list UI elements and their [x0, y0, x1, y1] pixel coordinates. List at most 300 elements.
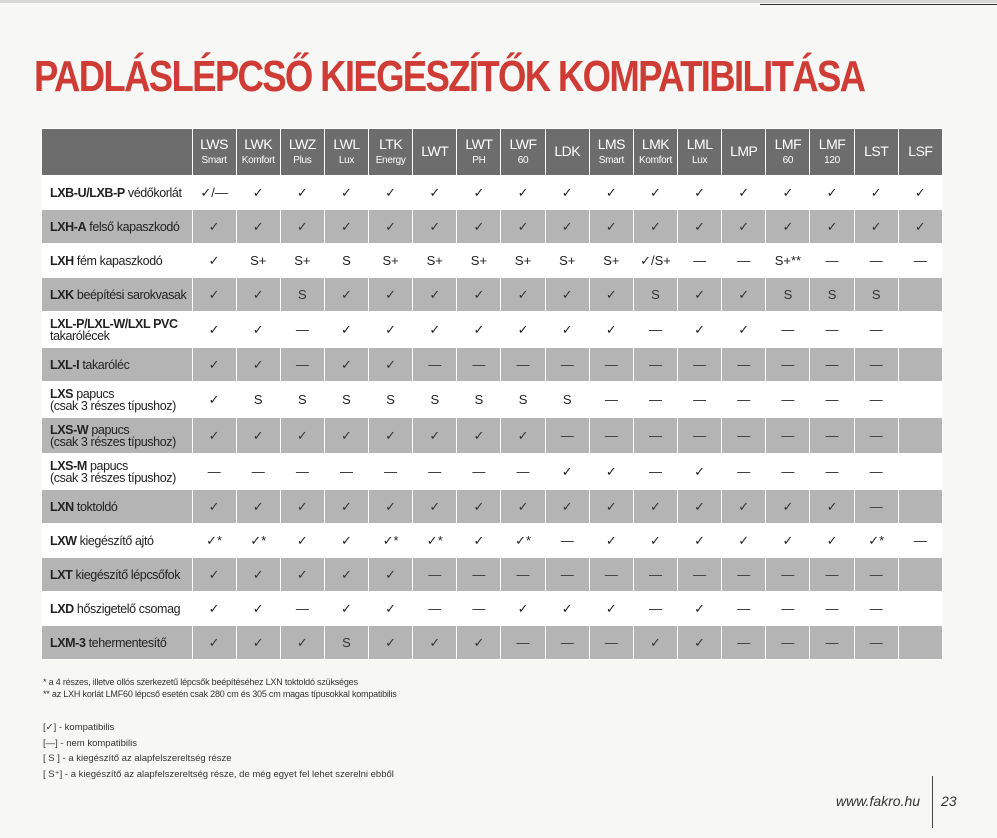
row-label — [42, 348, 193, 382]
table-cell: ✓ — [369, 348, 413, 382]
footnotes — [43, 676, 397, 700]
row-label — [42, 210, 193, 244]
column-header-sub: 60 — [782, 154, 794, 166]
table-cell: ✓ — [589, 210, 633, 244]
row-description-line2: (csak 3 részes típushoz) — [50, 470, 176, 485]
table-cell: ✓ — [192, 312, 236, 348]
column-header — [545, 129, 589, 176]
table-cell: ✓ — [192, 382, 236, 418]
table-cell: — — [413, 592, 457, 626]
table-cell: ✓ — [678, 176, 722, 210]
table-cell: — — [854, 382, 898, 418]
table-cell: ✓ — [810, 176, 854, 210]
table-cell: S — [324, 626, 368, 660]
table-cell: — — [766, 626, 810, 660]
table-cell: ✓ — [589, 454, 633, 490]
footer-url: www.fakro.hu — [836, 793, 921, 809]
column-header-sub: Komfort — [241, 154, 275, 166]
table-cell: — — [898, 244, 942, 278]
table-cell: S — [633, 278, 677, 312]
row-code: LXD — [50, 601, 74, 616]
row-description: toktoldó — [76, 499, 118, 514]
table-cell — [898, 382, 942, 418]
column-header-sub: Energy — [375, 154, 406, 166]
table-cell: ✓ — [854, 210, 898, 244]
column-header-sub: Smart — [201, 154, 227, 166]
table-cell: — — [633, 382, 677, 418]
table-cell: ✓ — [545, 490, 589, 524]
table-cell: ✓ — [369, 490, 413, 524]
table-cell: ✓ — [678, 210, 722, 244]
table-cell: ✓ — [236, 312, 280, 348]
table-cell: — — [589, 558, 633, 592]
column-header-name: LMF — [774, 135, 802, 152]
table-cell: — — [810, 348, 854, 382]
table-cell: ✓ — [501, 210, 545, 244]
legend-not-compatible: [—] - nem kompatibilis — [43, 737, 137, 749]
table-cell: ✓ — [236, 558, 280, 592]
table-cell: ✓ — [633, 176, 677, 210]
table-cell: — — [457, 454, 501, 490]
table-cell: ✓ — [192, 244, 236, 278]
column-header — [413, 129, 457, 176]
column-header — [722, 129, 766, 176]
table-cell: — — [766, 312, 810, 348]
row-description: védőkorlát — [127, 185, 182, 200]
table-cell: ✓ — [589, 490, 633, 524]
table-cell: — — [633, 418, 677, 454]
table-cell: ✓ — [324, 558, 368, 592]
column-header — [369, 129, 413, 176]
table-cell: ✓ — [633, 626, 677, 660]
table-cell: — — [457, 348, 501, 382]
table-cell: — — [589, 348, 633, 382]
table-cell: — — [722, 626, 766, 660]
table-cell: ✓ — [633, 524, 677, 558]
table-cell: — — [766, 418, 810, 454]
table-cell: ✓ — [678, 626, 722, 660]
compatibility-table — [41, 128, 943, 660]
table-cell: — — [501, 454, 545, 490]
table-row — [42, 278, 943, 312]
table-cell: — — [722, 348, 766, 382]
table-cell: ✓ — [192, 418, 236, 454]
table-cell — [898, 312, 942, 348]
table-cell: ✓ — [192, 592, 236, 626]
table-cell: — — [766, 382, 810, 418]
table-cell: ✓ — [192, 210, 236, 244]
table-cell: S+** — [766, 244, 810, 278]
table-row — [42, 558, 943, 592]
row-label — [42, 592, 193, 626]
table-cell: S+ — [589, 244, 633, 278]
table-row — [42, 382, 943, 418]
row-description: kiegészítő lépcsőfok — [75, 567, 181, 582]
table-cell: — — [280, 592, 324, 626]
table-cell: ✓ — [236, 626, 280, 660]
table-cell: ✓ — [236, 592, 280, 626]
table-cell: — — [722, 382, 766, 418]
table-cell: ✓ — [457, 524, 501, 558]
table-cell: ✓ — [501, 278, 545, 312]
row-description: kiegészítő ajtó — [79, 533, 154, 548]
row-label — [42, 382, 193, 418]
table-cell: — — [810, 626, 854, 660]
table-cell — [898, 278, 942, 312]
table-cell: — — [810, 244, 854, 278]
row-description: papucs — [76, 386, 115, 401]
table-cell: — — [854, 418, 898, 454]
table-cell: ✓ — [413, 418, 457, 454]
page-number: 23 — [941, 793, 957, 809]
footnote-2: ** az LXH korlát LMF60 lépcső esetén csak 280 cm és 305 cm magas típusokkal kompatibilis — [43, 689, 397, 699]
table-cell: S — [501, 382, 545, 418]
row-code: LXN — [50, 499, 74, 514]
table-cell: ✓ — [501, 176, 545, 210]
table-cell — [898, 490, 942, 524]
table-cell: S — [766, 278, 810, 312]
row-code: LXS-W — [50, 422, 89, 437]
table-cell: ✓ — [192, 278, 236, 312]
table-cell: S+ — [369, 244, 413, 278]
column-header-sub: Lux — [692, 154, 708, 166]
column-header-name: LSF — [908, 142, 933, 159]
table-cell: ✓ — [633, 210, 677, 244]
table-cell — [898, 454, 942, 490]
table-cell — [898, 348, 942, 382]
row-label — [42, 176, 193, 210]
header-row — [42, 129, 943, 176]
table-cell: — — [545, 418, 589, 454]
table-cell: ✓ — [501, 490, 545, 524]
table-cell: ✓ — [678, 490, 722, 524]
table-cell: ✓ — [280, 210, 324, 244]
table-row — [42, 490, 943, 524]
table-cell: — — [413, 558, 457, 592]
row-code: LXM-3 — [50, 635, 86, 650]
table-cell: ✓ — [766, 524, 810, 558]
table-cell: ✓ — [369, 210, 413, 244]
row-code: LXL-I — [50, 357, 80, 372]
table-cell: ✓ — [236, 278, 280, 312]
table-cell: — — [854, 626, 898, 660]
column-header-name: LWZ — [288, 135, 316, 152]
table-cell — [898, 418, 942, 454]
table-cell: ✓ — [545, 278, 589, 312]
table-cell: — — [413, 348, 457, 382]
table-cell: — — [369, 454, 413, 490]
column-header-name: LWT — [465, 135, 493, 152]
row-label — [42, 524, 193, 558]
table-cell: ✓ — [369, 626, 413, 660]
table-cell: — — [633, 348, 677, 382]
table-cell: ✓ — [501, 418, 545, 454]
table-cell: ✓ — [589, 524, 633, 558]
table-cell: ✓ — [678, 312, 722, 348]
table-cell: — — [810, 592, 854, 626]
table-cell: — — [766, 558, 810, 592]
table-cell: ✓ — [633, 490, 677, 524]
table-cell: ✓ — [457, 418, 501, 454]
table-cell: ✓ — [898, 176, 942, 210]
row-description-line2: takarólécek — [50, 328, 110, 343]
table-cell: — — [633, 454, 677, 490]
table-cell: ✓ — [236, 490, 280, 524]
table-cell: ✓ — [280, 626, 324, 660]
column-header — [324, 129, 368, 176]
row-description: papucs — [89, 458, 128, 473]
table-cell: ✓ — [324, 592, 368, 626]
column-header-sub: Komfort — [639, 154, 672, 166]
table-row — [42, 210, 943, 244]
row-description: felső kapaszkodó — [89, 219, 180, 234]
table-cell: — — [766, 454, 810, 490]
table-cell: — — [545, 558, 589, 592]
column-header — [810, 129, 854, 176]
table-cell: — — [854, 348, 898, 382]
table-cell: ✓ — [324, 176, 368, 210]
column-header-sub: Plus — [293, 154, 312, 166]
table-cell: ✓ — [369, 558, 413, 592]
table-cell: — — [589, 418, 633, 454]
table-cell: ✓ — [236, 210, 280, 244]
row-code: LXS — [50, 386, 74, 401]
table-cell: ✓ — [324, 278, 368, 312]
table-cell: ✓ — [898, 210, 942, 244]
table-cell: ✓ — [324, 418, 368, 454]
table-cell: ✓ — [457, 278, 501, 312]
table-cell: S+ — [236, 244, 280, 278]
row-code: LXB-U/LXB-P — [50, 185, 125, 200]
table-cell: ✓ — [280, 490, 324, 524]
table-cell: ✓ — [501, 312, 545, 348]
table-body — [42, 176, 943, 660]
table-cell: ✓ — [678, 524, 722, 558]
table-cell: S — [545, 382, 589, 418]
column-header-sub: 60 — [517, 154, 529, 166]
row-label — [42, 626, 193, 660]
column-header-sub: PH — [472, 154, 486, 166]
table-cell: ✓ — [810, 490, 854, 524]
table-cell: — — [678, 382, 722, 418]
table-cell: S — [369, 382, 413, 418]
table-cell: — — [810, 454, 854, 490]
table-cell: ✓ — [722, 524, 766, 558]
table-cell: ✓ — [678, 278, 722, 312]
table-cell: ✓ — [545, 176, 589, 210]
table-cell: — — [854, 490, 898, 524]
table-cell: ✓/S+ — [633, 244, 677, 278]
table-cell: ✓ — [545, 312, 589, 348]
row-description: beépítési sarokvasak — [76, 287, 187, 302]
table-cell: — — [854, 592, 898, 626]
table-row — [42, 592, 943, 626]
table-cell: — — [678, 558, 722, 592]
table-cell: — — [810, 382, 854, 418]
table-cell: ✓ — [369, 592, 413, 626]
table-cell: ✓ — [545, 454, 589, 490]
table-cell: ✓ — [280, 524, 324, 558]
column-header-name: LML — [686, 135, 713, 152]
table-row — [42, 312, 943, 348]
column-header-sub: Smart — [598, 154, 624, 166]
top-accent-line — [760, 4, 997, 5]
table-row — [42, 626, 943, 660]
table-cell: — — [545, 524, 589, 558]
table-cell: ✓ — [678, 454, 722, 490]
table-row — [42, 176, 943, 210]
row-code: LXK — [50, 287, 74, 302]
row-code: LXT — [50, 567, 73, 582]
table-cell: — — [633, 558, 677, 592]
table-cell: ✓ — [589, 278, 633, 312]
column-header — [501, 129, 545, 176]
legend-standard: [ S ] - a kiegészítő az alapfelszereltség része — [43, 753, 232, 764]
table-cell: ✓ — [457, 176, 501, 210]
table-cell: ✓ — [589, 312, 633, 348]
table-cell: ✓ — [810, 524, 854, 558]
table-row — [42, 418, 943, 454]
table-cell: — — [501, 626, 545, 660]
table-cell: S — [324, 382, 368, 418]
table-cell: — — [633, 592, 677, 626]
row-description: fém kapaszkodó — [76, 253, 163, 268]
table-row — [42, 348, 943, 382]
table-cell: ✓ — [413, 626, 457, 660]
column-header-sub: 120 — [824, 154, 840, 166]
table-cell: ✓ — [280, 176, 324, 210]
table-cell: S — [413, 382, 457, 418]
column-header — [898, 129, 942, 176]
table-cell: — — [589, 382, 633, 418]
row-label — [42, 312, 193, 348]
column-header-name: LWL — [333, 135, 360, 152]
table-cell: — — [810, 312, 854, 348]
table-cell: — — [854, 244, 898, 278]
row-code: LXL-P/LXL-W/LXL PVC — [50, 316, 178, 331]
table-cell: — — [324, 454, 368, 490]
table-cell: ✓* — [369, 524, 413, 558]
table-cell: — — [678, 418, 722, 454]
table-cell: — — [722, 244, 766, 278]
row-label — [42, 418, 193, 454]
table-cell: — — [457, 592, 501, 626]
table-cell: — — [678, 348, 722, 382]
legend-standard-plus: [ S⁺] - a kiegészítő az alapfelszereltség része, de még egyet fel lehet szerelni ebből — [43, 768, 394, 780]
column-header — [236, 129, 280, 176]
table-cell: — — [192, 454, 236, 490]
table-cell: ✓ — [192, 558, 236, 592]
table-cell: ✓ — [501, 592, 545, 626]
table-cell: — — [280, 312, 324, 348]
table-cell: S+ — [413, 244, 457, 278]
table-cell: ✓ — [810, 210, 854, 244]
table-cell: S — [457, 382, 501, 418]
table-cell — [898, 558, 942, 592]
table-cell: ✓ — [236, 348, 280, 382]
table-cell: — — [545, 348, 589, 382]
table-cell: S+ — [457, 244, 501, 278]
table-cell: ✓/— — [192, 176, 236, 210]
table-cell: — — [280, 454, 324, 490]
table-cell: ✓ — [457, 210, 501, 244]
row-description: papucs — [91, 422, 130, 437]
table-cell: S — [280, 278, 324, 312]
table-cell: ✓ — [722, 278, 766, 312]
table-cell: ✓ — [766, 176, 810, 210]
table-cell: ✓ — [545, 592, 589, 626]
footnote-1: * a 4 részes, illetve ollós szerkezetű lépcsők beépítéséhez LXN toktoldó szükséges — [43, 677, 358, 687]
table-cell: — — [722, 454, 766, 490]
table-cell: ✓ — [545, 210, 589, 244]
row-code: LXS-M — [50, 458, 87, 473]
table-cell: ✓ — [324, 348, 368, 382]
table-cell: — — [854, 558, 898, 592]
table-cell: ✓ — [722, 312, 766, 348]
table-cell: — — [633, 312, 677, 348]
column-header-name: LMF — [818, 135, 846, 152]
table-cell: ✓ — [236, 176, 280, 210]
table-cell: — — [501, 348, 545, 382]
table-cell: ✓ — [236, 418, 280, 454]
table-cell: ✓* — [192, 524, 236, 558]
table-cell: S — [810, 278, 854, 312]
table-cell: ✓ — [324, 210, 368, 244]
table-cell: ✓ — [324, 524, 368, 558]
table-cell: S — [854, 278, 898, 312]
row-code: LXW — [50, 533, 77, 548]
column-header-name: LMK — [641, 135, 670, 152]
table-row — [42, 244, 943, 278]
column-header — [678, 129, 722, 176]
column-header — [766, 129, 810, 176]
table-cell: ✓ — [369, 312, 413, 348]
table-cell: — — [766, 592, 810, 626]
table-cell: ✓ — [324, 312, 368, 348]
column-header-name: LWF — [509, 135, 537, 152]
table-cell: ✓* — [501, 524, 545, 558]
table-cell: ✓ — [766, 210, 810, 244]
row-description-line2: (csak 3 részes típushoz) — [50, 398, 176, 413]
row-code: LXH-A — [50, 219, 87, 234]
table-cell: ✓ — [722, 176, 766, 210]
table-cell: ✓ — [854, 176, 898, 210]
table-cell: ✓ — [413, 278, 457, 312]
table-cell: ✓ — [722, 490, 766, 524]
table-cell: — — [810, 558, 854, 592]
table-cell: ✓ — [192, 626, 236, 660]
table-cell: ✓ — [766, 490, 810, 524]
table-cell: ✓ — [589, 176, 633, 210]
column-header — [457, 129, 501, 176]
table-cell: ✓ — [589, 592, 633, 626]
column-header-name: LWS — [200, 135, 228, 152]
table-cell: S+ — [501, 244, 545, 278]
table-cell: — — [501, 558, 545, 592]
page-title: PADLÁSLÉPCSŐ KIEGÉSZÍTŐK KOMPATIBILITÁSA — [34, 52, 865, 101]
table-cell: — — [722, 418, 766, 454]
table-cell: — — [545, 626, 589, 660]
column-header-name: LST — [864, 142, 889, 159]
table-cell: ✓ — [413, 176, 457, 210]
column-header-name: LTK — [379, 135, 403, 152]
table-cell: ✓ — [413, 312, 457, 348]
legend — [43, 720, 394, 782]
column-header-name: LWT — [421, 142, 449, 159]
table-cell: ✓ — [678, 592, 722, 626]
table-row — [42, 454, 943, 490]
column-header-name: LMS — [597, 135, 625, 152]
